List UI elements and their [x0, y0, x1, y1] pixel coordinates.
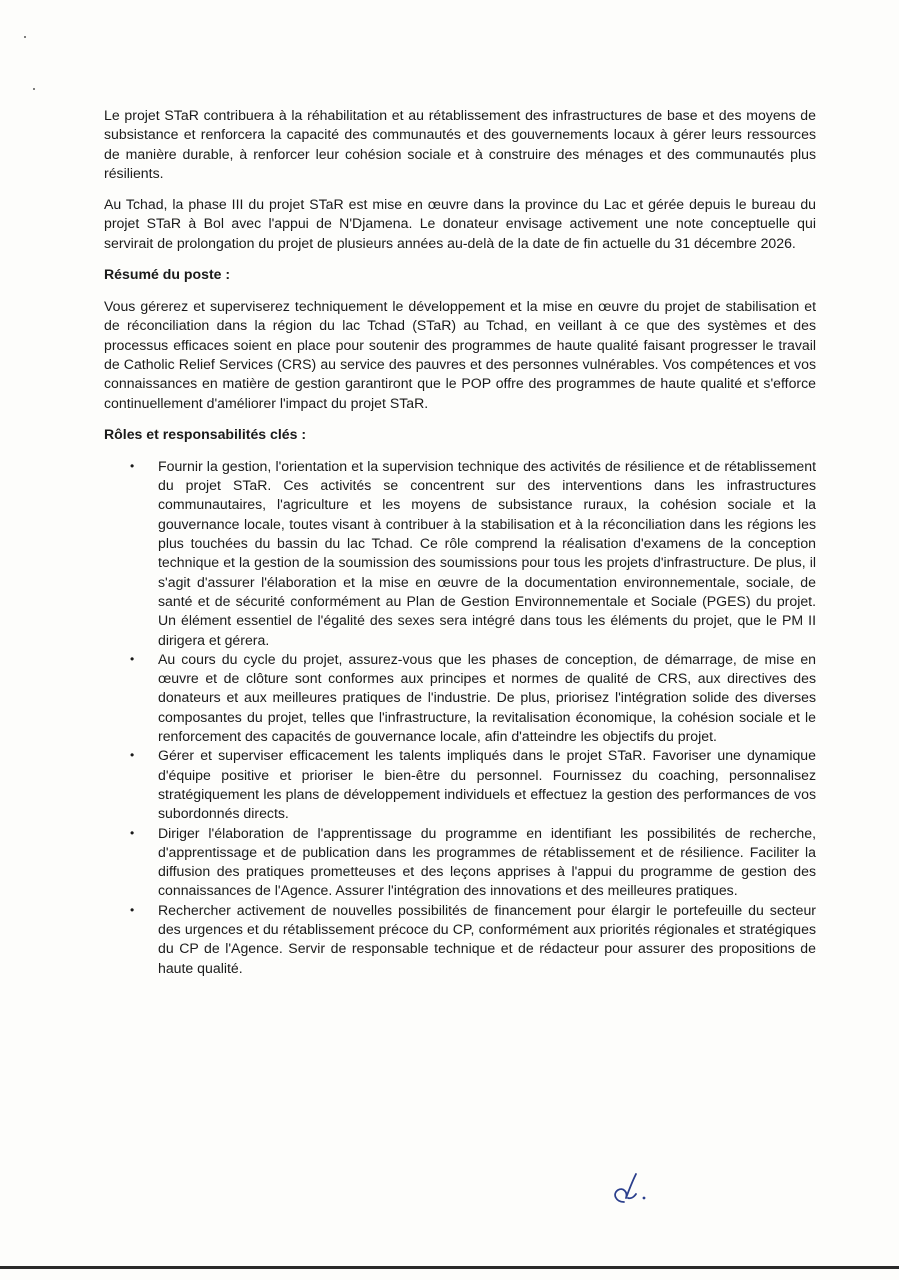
bullet-icon: •: [130, 902, 135, 917]
summary-heading: Résumé du poste :: [104, 266, 231, 283]
scan-speck: [24, 36, 26, 38]
intro-paragraph-1: Le projet STaR contribuera à la réhabilitation et au rétablissement des infrastructures de base et des moyens de subsistance et renforcera la capacité des communautés et des gouvernements locaux à gérer leurs ressources de manière durable, à renforcer leur cohésion sociale et à construire des ménages et des communautés plus résilients.: [104, 107, 816, 181]
list-item-text: Au cours du cycle du projet, assurez-vous que les phases de conception, de démarrage, de mise en œuvre et de clôture sont conformes aux principes et normes de qualité de CRS, aux directives des donateurs et aux meilleures pratiques de l'industrie. De plus, priorisez l'intégration solide des diverses composantes du projet, telles que l'infrastructure, la revitalisation économique, la cohésion sociale et le renforcement des capacités de gouvernance locale, afin d'atteindre les objectifs du projet.: [158, 650, 816, 745]
handwritten-initials-icon: [600, 1168, 660, 1208]
bullet-icon: •: [130, 651, 135, 666]
list-item: [104, 650, 816, 746]
roles-heading: Rôles et responsabilités clés :: [104, 425, 307, 442]
bullet-icon: •: [130, 825, 135, 840]
list-item: [104, 457, 816, 650]
bullet-icon: •: [130, 748, 135, 763]
list-item: [104, 746, 816, 823]
list-item: [104, 901, 816, 978]
summary-paragraph: Vous gérerez et superviserez techniquement le développement et la mise en œuvre du projet de stabilisation et de réconciliation dans la région du lac Tchad (STaR) au Tchad, en veillant à ce que des systèmes et des processus efficaces soient en place pour soutenir des programmes de haute qualité faisant progresser le travail de Catholic Relief Services (CRS) au service des pauvres et des personnes vulnérables. Vos compétences et vos connaissances en matière de gestion garantiront que le POP offre des programmes de haute qualité et s'efforce continuellement d'améliorer l'impact du projet STaR.: [104, 298, 816, 411]
bullet-icon: •: [130, 458, 135, 473]
document-body: [104, 106, 816, 978]
list-item: [104, 824, 816, 901]
list-item-text: Gérer et superviser efficacement les talents impliqués dans le projet STaR. Favoriser une dynamique d'équipe positive et prioriser le bien-être du personnel. Fournissez du coaching, personnalisez stratégiquement les plans de développement individuels et effectuez la gestion des performances de vos subordonnés directs.: [158, 747, 816, 822]
list-item-text: Fournir la gestion, l'orientation et la supervision technique des activités de résilience et de rétablissement du projet STaR. Ces activités se concentrent sur des interventions dans les infrastructures communautaires, l'agriculture et les moyens de subsistance ruraux, la cohésion sociale et la gouvernance locale, toutes visant à contribuer à la stabilisation et à la réconciliation dans les régions les plus touchées du bassin du lac Tchad. Ce rôle comprend la réalisation d'examens de la conception technique et la gestion de la soumission des soumissions pour tous les projets d'infrastructure. De plus, il s'agit d'assurer l'élaboration et la mise en œuvre de la documentation environnementale, sociale, de santé et de sécurité conformément au Plan de Gestion Environnementale et Sociale (PGES) du projet. Un élément essentiel de l'égalité des sexes sera intégré dans tous les éléments du projet, que le PM II dirigera et gérera.: [158, 457, 816, 648]
list-item-text: Rechercher activement de nouvelles possibilités de financement pour élargir le portefeuille du secteur des urgences et du rétablissement précoce du CP, conformément aux priorités régionales et stratégiques du CP de l'Agence. Servir de responsable technique et de rédacteur pour assurer des propositions de haute qualité.: [158, 901, 816, 976]
scan-bottom-edge: [0, 1266, 899, 1269]
intro-paragraph-2: Au Tchad, la phase III du projet STaR est mise en œuvre dans la province du Lac et gérée depuis le bureau du projet STaR à Bol avec l'appui de N'Djamena. Le donateur envisage activement une note conceptuelle qui servirait de prolongation du projet de plusieurs années au-delà de la date de fin actuelle du 31 décembre 2026.: [104, 196, 816, 251]
scan-speck: [33, 88, 35, 90]
roles-list: [104, 457, 816, 978]
list-item-text: Diriger l'élaboration de l'apprentissage du programme en identifiant les possibilités de recherche, d'apprentissage et de publication dans les programmes de rétablissement et de résilience. Faciliter la diffusion des pratiques prometteuses et des leçons apprises à l'appui du programme de gestion des connaissances de l'Agence. Assurer l'intégration des innovations et des meilleures pratiques.: [158, 824, 816, 899]
